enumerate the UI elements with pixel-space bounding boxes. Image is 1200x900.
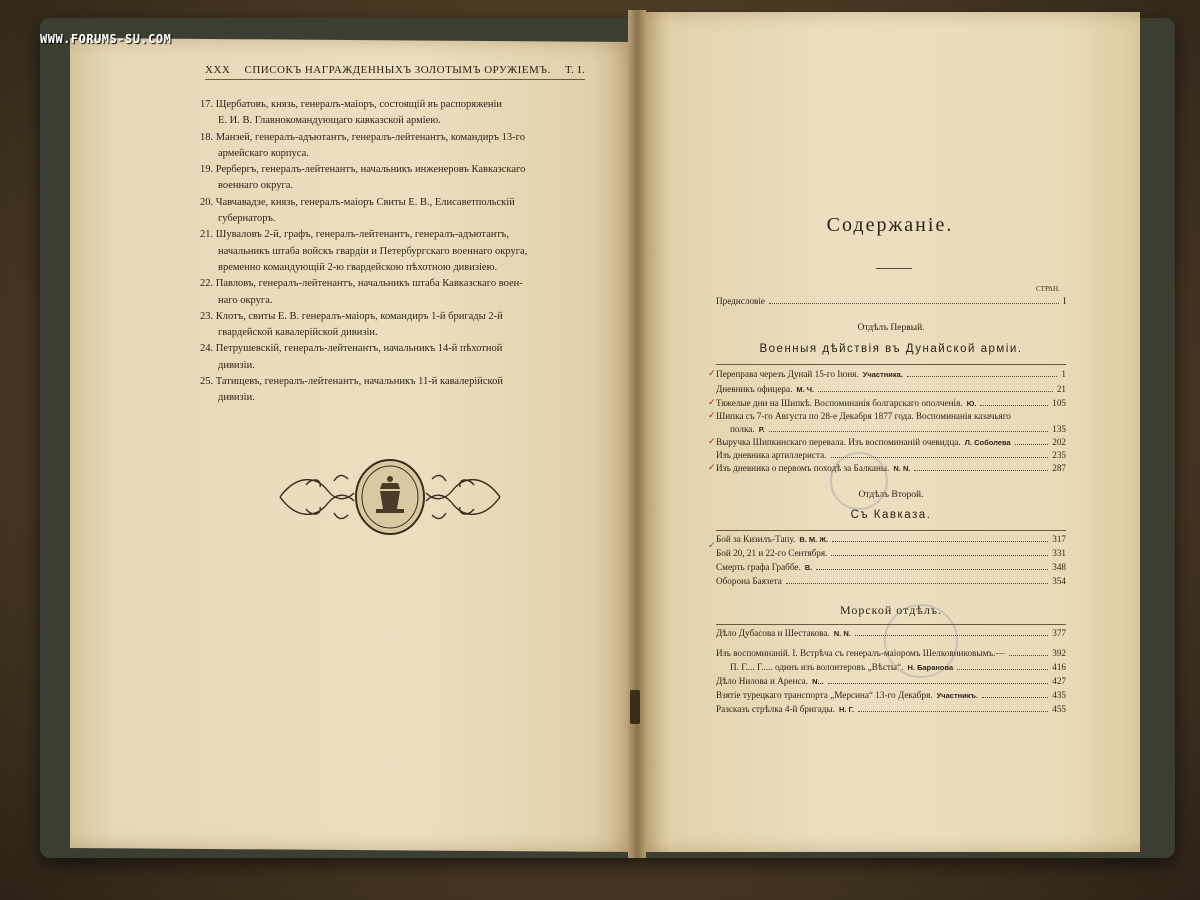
section-rule [716,530,1066,531]
toc-item: Переправа черезъ Дунай 15-го Іюня. Участника. 1 [716,369,1066,379]
red-tick-mark: ✓ [708,436,716,446]
red-tick-mark: ✓ [708,462,716,472]
toc-item: Дѣло Нилова и Аренса. N... 427 [716,676,1066,686]
library-stamp [884,604,958,678]
award-entry: 23. Клотъ, свиты Е. В. генералъ-маіоръ, командиръ 1-й бригады 2-й гвардейской кавалерійской дивизіи. [200,310,503,339]
award-entry: 21. Шуваловъ 2-й, графъ, генералъ-лейтенантъ, генералъ-адъютантъ, начальникъ штаба войскъ гвардіи и Петербургскаго военнаго округа, временно командующій 2-ю гвардейскою пѣхотною дивизіею. [200,229,528,273]
contents-title: Содержаніе. [826,214,954,236]
toc-item: Смерть графа Граббе. В. 348 [716,562,1066,572]
toc-item: Бой 20, 21 и 22-го Сентября. 331 [716,548,1066,558]
section-label: Отдѣлъ Второй. [858,490,924,500]
award-entry: 18. Манзей, генералъ-адъютантъ, генералъ-лейтенантъ, командиръ 13-го армейскаго корпуса. [200,131,525,159]
awards-list [200,97,582,407]
award-entry: 22. Павловъ, генералъ-лейтенантъ, начальникъ штаба Кавказскаго воен- наго округа. [200,278,523,306]
toc-item-continued: полка. Р. 135 [730,424,1066,434]
section-title: Военныя дѣйствія въ Дунайской арміи. [759,343,1023,355]
section-title: Съ Кавказа. [850,509,932,521]
toc-item: Разсказъ стрѣлка 4-й бригады. Н. Г. 455 [716,704,1066,714]
award-entry: 20. Чавчавадзе, князь, генералъ-маіоръ Свиты Е. В., Елисаветпольскій губернаторъ. [200,196,515,225]
section-title: Морской отдѣлъ. [839,603,943,617]
section-rule [716,364,1066,365]
red-tick-mark: ✓ [708,397,716,407]
toc-item: Шипка съ 7-го Августа по 28-е Декабря 1877 года. Воспоминанія казачьяго [716,411,1011,421]
watermark: WWW.FORUMS-SU.COM [40,32,172,46]
toc-item: Взятіе турецкаго транспорта „Мерсина“ 13-го Декабря. Участникъ. 435 [716,690,1066,700]
section-label: Отдѣлъ Первый. [857,323,925,333]
award-entry: 25. Татищевъ, генералъ-лейтенантъ, начальникъ 11-й кавалерійской дивизіи. [200,376,503,404]
toc-item: Изъ воспоминаній. I. Встрѣча съ генералъ-маіоромъ Шелковниковымъ.— 392 [716,648,1066,658]
toc-item-continued: П. Г.... Г..... одинъ изъ волонтеровъ „Вѣсты“. Н. Баранова 416 [730,662,1066,672]
gray-tick-mark: ✓ [708,540,716,550]
toc-item: Дѣло Дубасова и Шестакова. N. N. 377 [716,628,1066,638]
tailpiece-ornament [276,457,504,537]
red-tick-mark: ✓ [708,368,716,378]
library-stamp [830,452,888,510]
red-tick-mark: ✓ [708,410,716,420]
volume-label: Т. I. [564,64,585,76]
page-number: XXX [205,64,231,76]
toc-item: Выручка Шипкинскаго перевала. Изъ воспоминаній очевидца. Л. Соболева 202 [716,437,1066,447]
award-entry: 19. Рербергъ, генералъ-лейтенантъ, начальникъ инженеровъ Кавказскаго военнаго округа. [200,164,526,192]
page-column-label: СТРАН. [1036,285,1060,293]
toc-item: Тяжелые дни на Шипкѣ. Воспоминанія болгарскаго ополченія. Ю. 105 [716,398,1066,408]
title-rule [876,268,912,269]
award-entry: 24. Петрушевскій, генералъ-лейтенантъ, начальникъ 14-й пѣхотной дивизіи. [200,343,503,371]
toc-item: Оборона Баязета 354 [716,576,1066,586]
award-entry: 17. Щербатовъ, князь, генералъ-маіоръ, состоящій въ распоряженіи Е. И. В. Главнокомандующаго кавказской арміею. [200,99,503,127]
running-title: СПИСОКЪ НАГРАЖДЕННЫХЪ ЗОЛОТЫМЪ ОРУЖІЕМЪ. [244,64,551,76]
toc-item: Бой за Кизилъ-Тапу. В. М. Ж. 317 [716,534,1066,544]
gutter-tear [630,690,640,724]
toc-item: Дневникъ офицера. М. Ч. 21 [716,384,1066,394]
running-head [205,64,585,80]
toc-item: Изъ дневника артиллериста. 235 [716,450,1066,460]
toc-item: Изъ дневника о первомъ походѣ за Балканы. N. N. 287 [716,463,1066,473]
toc-preface: Предисловіе I [716,296,1066,306]
book-gutter [628,10,646,858]
